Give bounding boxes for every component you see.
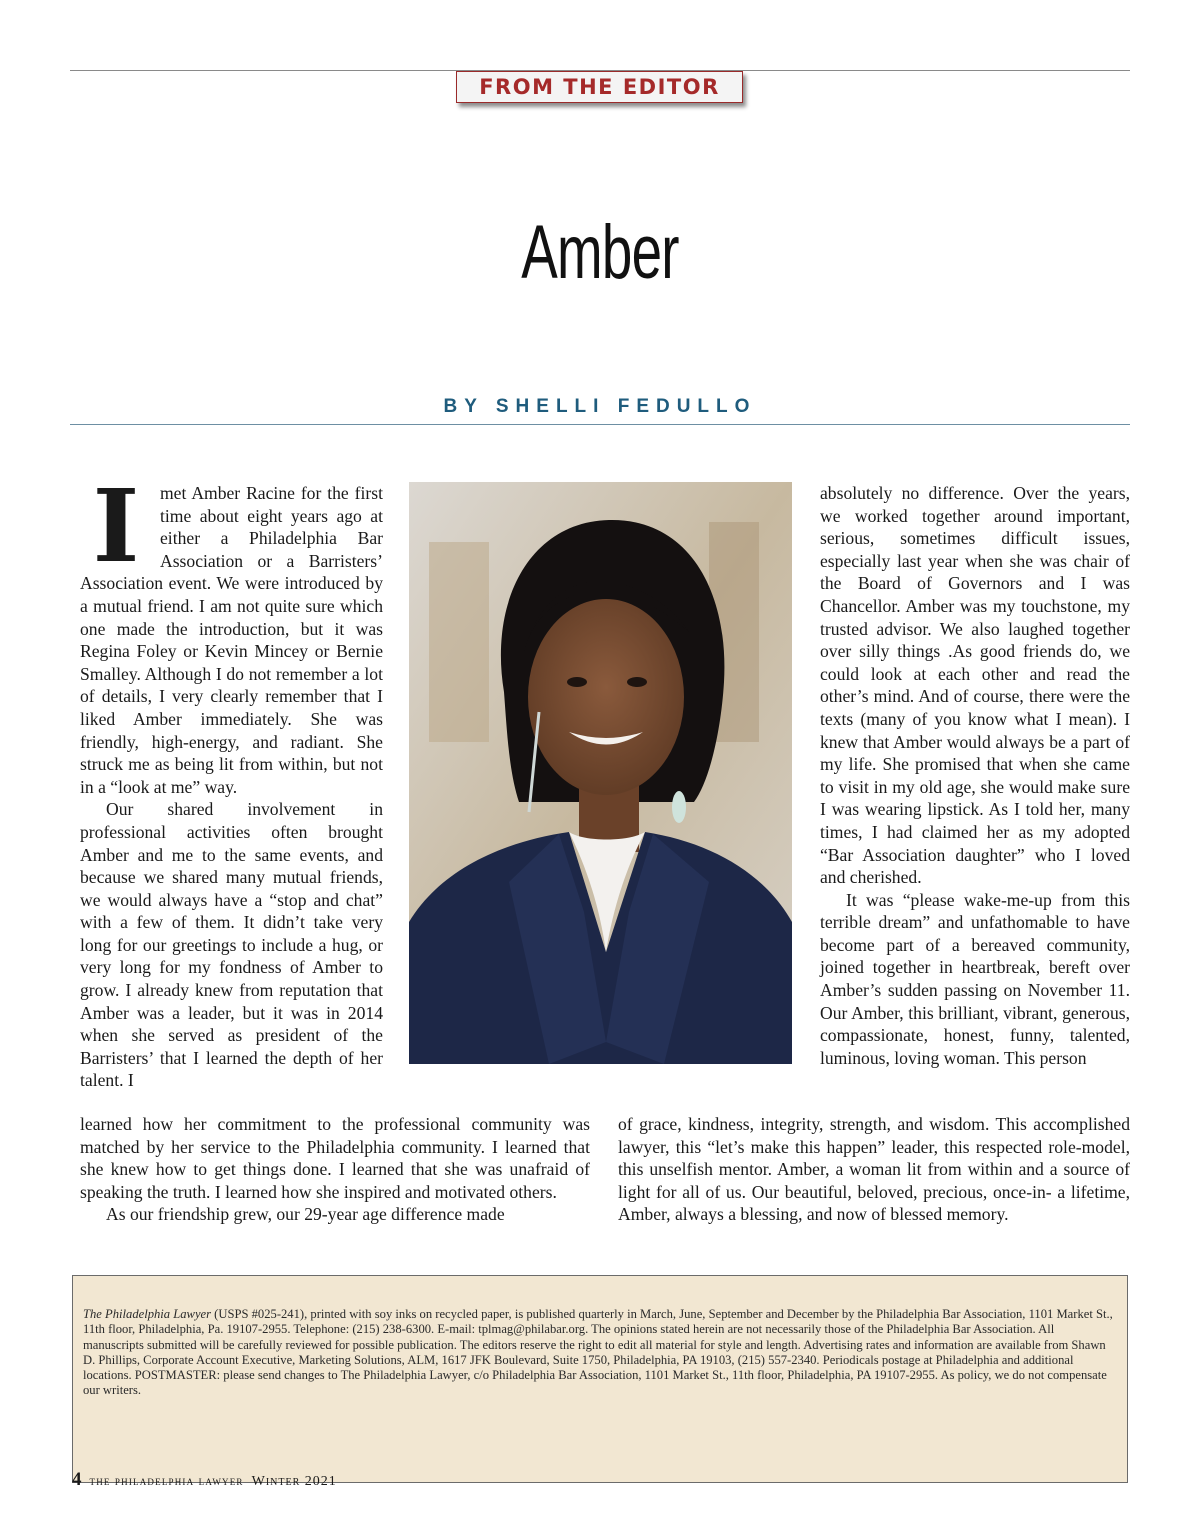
paragraph-4: It was “please wake-me-up from this terrible dream” and unfathomable to have become part of a bereaved community, joined together in heartbreak, bereft over Amber’s sudden passing on November 11. Our Amber, this brilliant, vibrant, generous, compassionate, honest, funny, talented, luminous, loving woman. This person bbox=[820, 889, 1130, 1068]
paragraph-3-continued: absolutely no difference. Over the years, we worked together around important, serious, sometimes difficult issues, especially last year when she was chair of the Board of Governors and I was Chancellor. Amber was my touchstone, my trusted advisor. We also laughed together over silly things .As good friends do, we could look at each other and read the other’s mind. And of course, there were the texts (many of you know what I mean). I knew that Amber would always be a part of my life. She promised that when she came to visit in my old age, she would make sure I was wearing lipstick. As I told her, many times, I had claimed her as my adopted “Bar Association daughter” who I loved and cherished. bbox=[820, 483, 1130, 888]
left-column bbox=[80, 467, 383, 1092]
paragraph-3: As our friendship grew, our 29-year age difference made bbox=[106, 1204, 505, 1225]
portrait-photo bbox=[409, 482, 792, 1064]
publication-notice bbox=[83, 1307, 1113, 1399]
paragraph-4-continued: of grace, kindness, integrity, strength, and wisdom. This accomplished lawyer, this “let’s make this happen” leader, this respected role-model, this unselfish mentor. Amber, a woman lit from within and a source of light for all of us. Our beautiful, beloved, precious, once-in- a lifetime, Amber, always a blessing, and now of blessed memory. bbox=[618, 1114, 1130, 1225]
byline: BY SHELLI FEDULLO bbox=[443, 396, 757, 417]
paragraph-1 bbox=[80, 467, 383, 798]
publication-notice-text: (USPS #025-241), printed with soy inks on recycled paper, is published quarterly in March, June, September and December by the Philadelphia Bar Association, 1101 Market St., 11th floor, Philadelphia, Pa. 19107-2955. Telephone: (215) 238-6300. E-mail: tplmag@philabar.org. The opinions stated herein are not necessarily those of the Philadelphia Bar Association. All manuscripts submitted will be carefully reviewed for possible publication. The editors reserve the right to edit all material for style and length. Advertising rates and information are available from Shawn D. Phillips, Corporate Account Executive, Marketing Solutions, ALM, 1617 JFK Boulevard, Suite 1750, Philadelphia, PA 19103, (215) 557-2340. Periodicals postage at Philadelphia and additional locations. POSTMASTER: please send changes to The Philadelphia Lawyer, c/o Philadelphia Bar Association, 1101 Market St., 11th floor, Philadelphia, PA 19107-2955. As policy, we do not compensate our writers. bbox=[83, 1307, 1113, 1398]
article-title: Amber bbox=[521, 210, 679, 295]
paragraph-2: Our shared involvement in professional activities often brought Amber and me to the same events, and because we shared many mutual friends, we would always have a “stop and chat” with a few of them. It didn’t take very long for our greetings to include a hug, or very long for my fondness of Amber to grow. I already knew from reputation that Amber was a leader, but it was in 2014 when she served as president of the Barristers’ that I learned the depth of her talent. I bbox=[80, 799, 383, 1091]
page-number: 4 bbox=[72, 1469, 82, 1490]
publication-notice-box bbox=[72, 1275, 1128, 1483]
magazine-name: the philadelphia lawyer bbox=[89, 1474, 244, 1488]
page-folio bbox=[72, 1469, 337, 1491]
portrait-illustration bbox=[409, 482, 792, 1064]
paragraph-1-text: met Amber Racine for the first time about eight years ago at either a Philadelphia Bar Association or a Barristers’ Association event. We were introduced by a mutual friend. I am not quite sure which one made the introduction, but it was Regina Foley or Kevin Mincey or Bernie Smalley. Although I do not remember a lot of details, I very clearly remember that I liked Amber immediately. She was friendly, high-energy, and radiant. She struck me as being lit from within, but not in a “look at me” way. bbox=[80, 483, 383, 797]
right-column bbox=[820, 482, 1130, 1069]
byline-rule bbox=[70, 424, 1130, 425]
drop-cap: I bbox=[92, 467, 140, 585]
paragraph-2-continued: learned how her commitment to the professional community was matched by her service to the Philadelphia community. I learned that she knew how to get things done. I learned that she was unafraid of speaking the truth. I learned how she inspired and motivated others. bbox=[80, 1114, 590, 1202]
section-label: FROM THE EDITOR bbox=[456, 71, 743, 103]
left-lower-column bbox=[80, 1113, 590, 1226]
right-lower-column bbox=[618, 1113, 1130, 1226]
publication-name: The Philadelphia Lawyer bbox=[83, 1307, 212, 1321]
issue-date: Winter 2021 bbox=[251, 1474, 337, 1489]
